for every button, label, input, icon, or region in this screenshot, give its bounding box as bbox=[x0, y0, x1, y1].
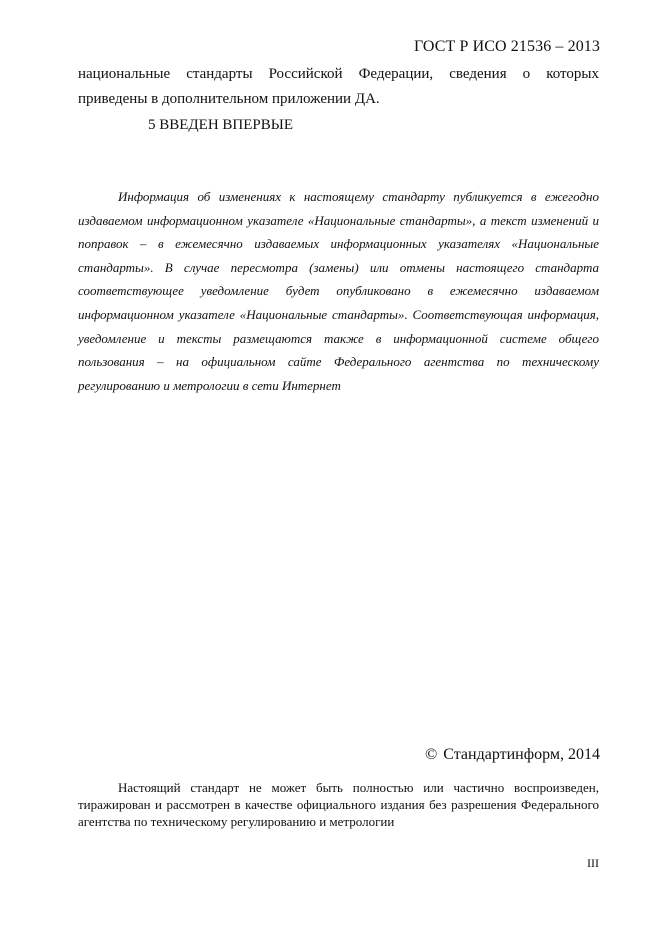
document-code: ГОСТ Р ИСО 21536 – 2013 bbox=[413, 38, 600, 55]
page-number: III bbox=[587, 856, 599, 870]
intro-paragraph bbox=[78, 62, 599, 112]
info-notice-paragraph: Информация об изменениях к настоящему стандарту публикуется в ежегодно издаваемом информационном указателе «Национальные стандарты», а текст изменений и поправок – в ежемесячно издаваемых информационных указателях «Национальные стандарты». В случае пересмотра (замены) или отмены настоящего стандарта соответствующее уведомление будет опубликовано в ежемесячно издаваемом информационном указателе «Национальные стандарты». Соответствующая информация, уведомление и тексты размещаются также в информационной системе общего пользования – на официальном сайте Федерального агентства по техническому регулированию и метрологии в сети Интернет bbox=[78, 189, 599, 393]
intro-line-1: национальные стандарты Российской Федерации, сведения о которых bbox=[78, 66, 599, 82]
copyright-text: Стандартинформ, 2014 bbox=[443, 746, 600, 763]
copyright-icon: © bbox=[425, 746, 438, 763]
intro-line-2: приведены в дополнительном приложении ДА. bbox=[78, 91, 380, 107]
rights-notice-paragraph: Настоящий стандарт не может быть полностью или частично воспроизведен, тиражирован и рассмотрен в качестве официального издания без разрешения Федерального агентства по техническому регулированию и метрологии bbox=[78, 780, 599, 829]
section-5-heading: 5 ВВЕДЕН ВПЕРВЫЕ bbox=[148, 117, 293, 133]
copyright-line bbox=[425, 746, 600, 764]
